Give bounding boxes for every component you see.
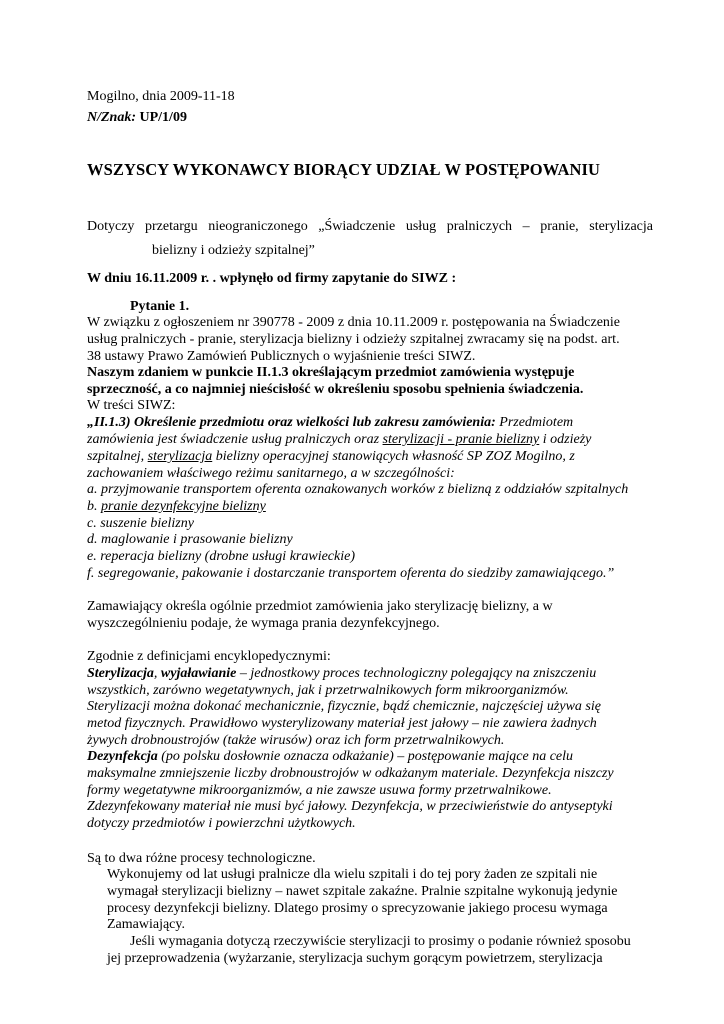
list-item-b-prefix: b. (87, 499, 101, 514)
quote-line-3-b: bielizny operacyjnej stanowiących własność SP ZOZ Mogilno, z (212, 449, 575, 464)
list-item-e: e. reperacja bielizny (drobne usługi krawieckie) (87, 549, 355, 564)
sterylizacja-line-2: wszystkich, zarówno wegetatywnych, jak i przetrwalnikowych form mikroorganizmów. (87, 683, 569, 698)
reference-label: N/Znak: (87, 110, 136, 125)
dezynfekcja-line-1-rest: (po polsku dosłownie oznacza odkażanie) – postępowanie mające na celu (157, 749, 574, 764)
sterylizacja-line-4: metod fizycznych. Prawidłowo wysterylizowany materiał jest jałowy – nie zawiera żadnych (87, 716, 597, 731)
wyjalawianie-term: wyjaławianie (160, 666, 237, 681)
conclusion-p1-1: Wykonujemy od lat usługi pralnicze dla wielu szpitali i do tej pory żaden ze szpitali nie (107, 867, 598, 882)
dezynfekcja-line-1 (87, 748, 573, 765)
quote-underline-2: sterylizacja (147, 449, 213, 464)
sterylizacja-line-1 (87, 665, 596, 682)
zam-para-2: wyszczególnieniu podaje, że wymaga prania dezynfekcyjnego. (87, 616, 440, 631)
question-text-1: W związku z ogłoszeniem nr 390778 - 2009 z dnia 10.11.2009 r. postępowania na Świadczenie (87, 315, 621, 330)
subject-line-1: Dotyczy przetargu nieograniczonego „Świadczenie usług pralniczych – pranie, sterylizacja (87, 219, 653, 234)
dezynfekcja-term: Dezynfekcja (87, 749, 158, 764)
conclusion-first: Są to dwa różne procesy technologiczne. (87, 851, 316, 866)
list-item-b-text: pranie dezynfekcyjne bielizny (101, 499, 266, 514)
subject-line-2: bielizny i odzieży szpitalnej” (152, 243, 315, 258)
dezynfekcja-line-5: dotyczy przedmiotów i powierzchni użytkowych. (87, 816, 356, 831)
list-item-b (87, 498, 266, 515)
list-item-c: c. suszenie bielizny (87, 516, 194, 531)
quote-heading: „II.1.3) Określenie przedmiotu oraz wielkości lub zakresu zamówienia: (87, 415, 496, 430)
question-text-2: usług pralniczych - pranie, sterylizacja bielizny i odzieży szpitalnej zwracamy się na podst. art. (87, 332, 620, 347)
quote-line-3 (87, 448, 575, 465)
document-title: WSZYSCY WYKONAWCY BIORĄCY UDZIAŁ W POSTĘPOWANIU (87, 160, 601, 179)
reference-value: UP/1/09 (139, 110, 187, 125)
quote-line-2-b: i odzieży (539, 432, 592, 447)
sterylizacja-sep: , (153, 666, 161, 681)
quote-line-3-a: szpitalnej, (87, 449, 148, 464)
quote-line-2 (87, 431, 591, 448)
conclusion-p1-2: wymagał sterylizacji bielizny – nawet szpitale zakaźne. Pralnie szpitalne wykonują jedynie (107, 884, 618, 899)
quote-line-1-rest: Przedmiotem (495, 415, 574, 430)
question-text-3: 38 ustawy Prawo Zamówień Publicznych o wyjaśnienie treści SIWZ. (87, 349, 476, 364)
sterylizacja-term: Sterylizacja (87, 666, 154, 681)
dezynfekcja-line-3: formy wegetatywne mikroorganizmów, a nie zawsze usuwa formy przetrwalnikowe. (87, 783, 552, 798)
reference-number (87, 109, 187, 126)
conclusion-p1-3: procesy dezynfekcji bielizny. Dlatego prosimy o sprecyzowanie jakiego procesu wymaga (107, 901, 608, 916)
conclusion-p2-2: jej przeprowadzenia (wyżarzanie, sterylizacja suchym gorącym powietrzem, sterylizacja (107, 951, 603, 966)
place-date: Mogilno, dnia 2009-11-18 (87, 89, 235, 104)
question-label: Pytanie 1. (130, 299, 190, 314)
dezynfekcja-line-2: maksymalne zmniejszenie liczby drobnoustrojów w odkażanym materiale. Dezynfekcja niszczy (87, 766, 614, 781)
quote-line-2-a: zamówienia jest świadczenie usług pralniczych oraz (87, 432, 383, 447)
sterylizacja-line-1-rest: – jednostkowy proces technologiczny polegający na zniszczeniu (236, 666, 597, 681)
dezynfekcja-line-4: Zdezynfekowany materiał nie musi być jałowy. Dezynfekcja, w przeciwieństwie do antyseptyki (87, 799, 613, 814)
zam-para-1: Zamawiający określa ogólnie przedmiot zamówienia jako sterylizację bielizny, a w (87, 599, 553, 614)
quote-underline-1: sterylizacji - pranie bielizny (382, 432, 540, 447)
sterylizacja-line-5: żywych drobnoustrojów (także wirusów) oraz ich form przetrwalnikowych. (87, 733, 505, 748)
list-item-a: a. przyjmowanie transportem oferenta oznakowanych worków z bielizną z oddziałów szpitalnych (87, 482, 629, 497)
question-bold-2: sprzeczność, a co najmniej nieścisłość w określeniu sposobu spełnienia świadczenia. (87, 382, 584, 397)
conclusion-p1-4: Zamawiający. (107, 917, 185, 932)
definitions-intro: Zgodnie z definicjami encyklopedycznymi: (87, 649, 331, 664)
list-item-f: f. segregowanie, pakowanie i dostarczanie transportem oferenta do siedziby zamawiającego.” (87, 566, 615, 581)
quote-line-4: zachowaniem właściwego reżimu sanitarnego, a w szczególności: (87, 466, 455, 481)
sterylizacja-line-3: Sterylizacji można dokonać mechanicznie, fizycznie, bądź chemicznie, najczęściej używa się (87, 699, 601, 714)
question-bold-1: Naszym zdaniem w punkcie II.1.3 określającym przedmiot zamówienia występuje (87, 365, 575, 380)
siwz-label: W treści SIWZ: (87, 398, 176, 413)
list-item-d: d. maglowanie i prasowanie bielizny (87, 532, 293, 547)
quote-line-1 (87, 414, 573, 431)
conclusion-p2-1: Jeśli wymagania dotyczą rzeczywiście sterylizacji to prosimy o podanie również sposobu (130, 934, 631, 949)
intro-line: W dniu 16.11.2009 r. . wpłynęło od firmy zapytanie do SIWZ : (87, 271, 457, 286)
